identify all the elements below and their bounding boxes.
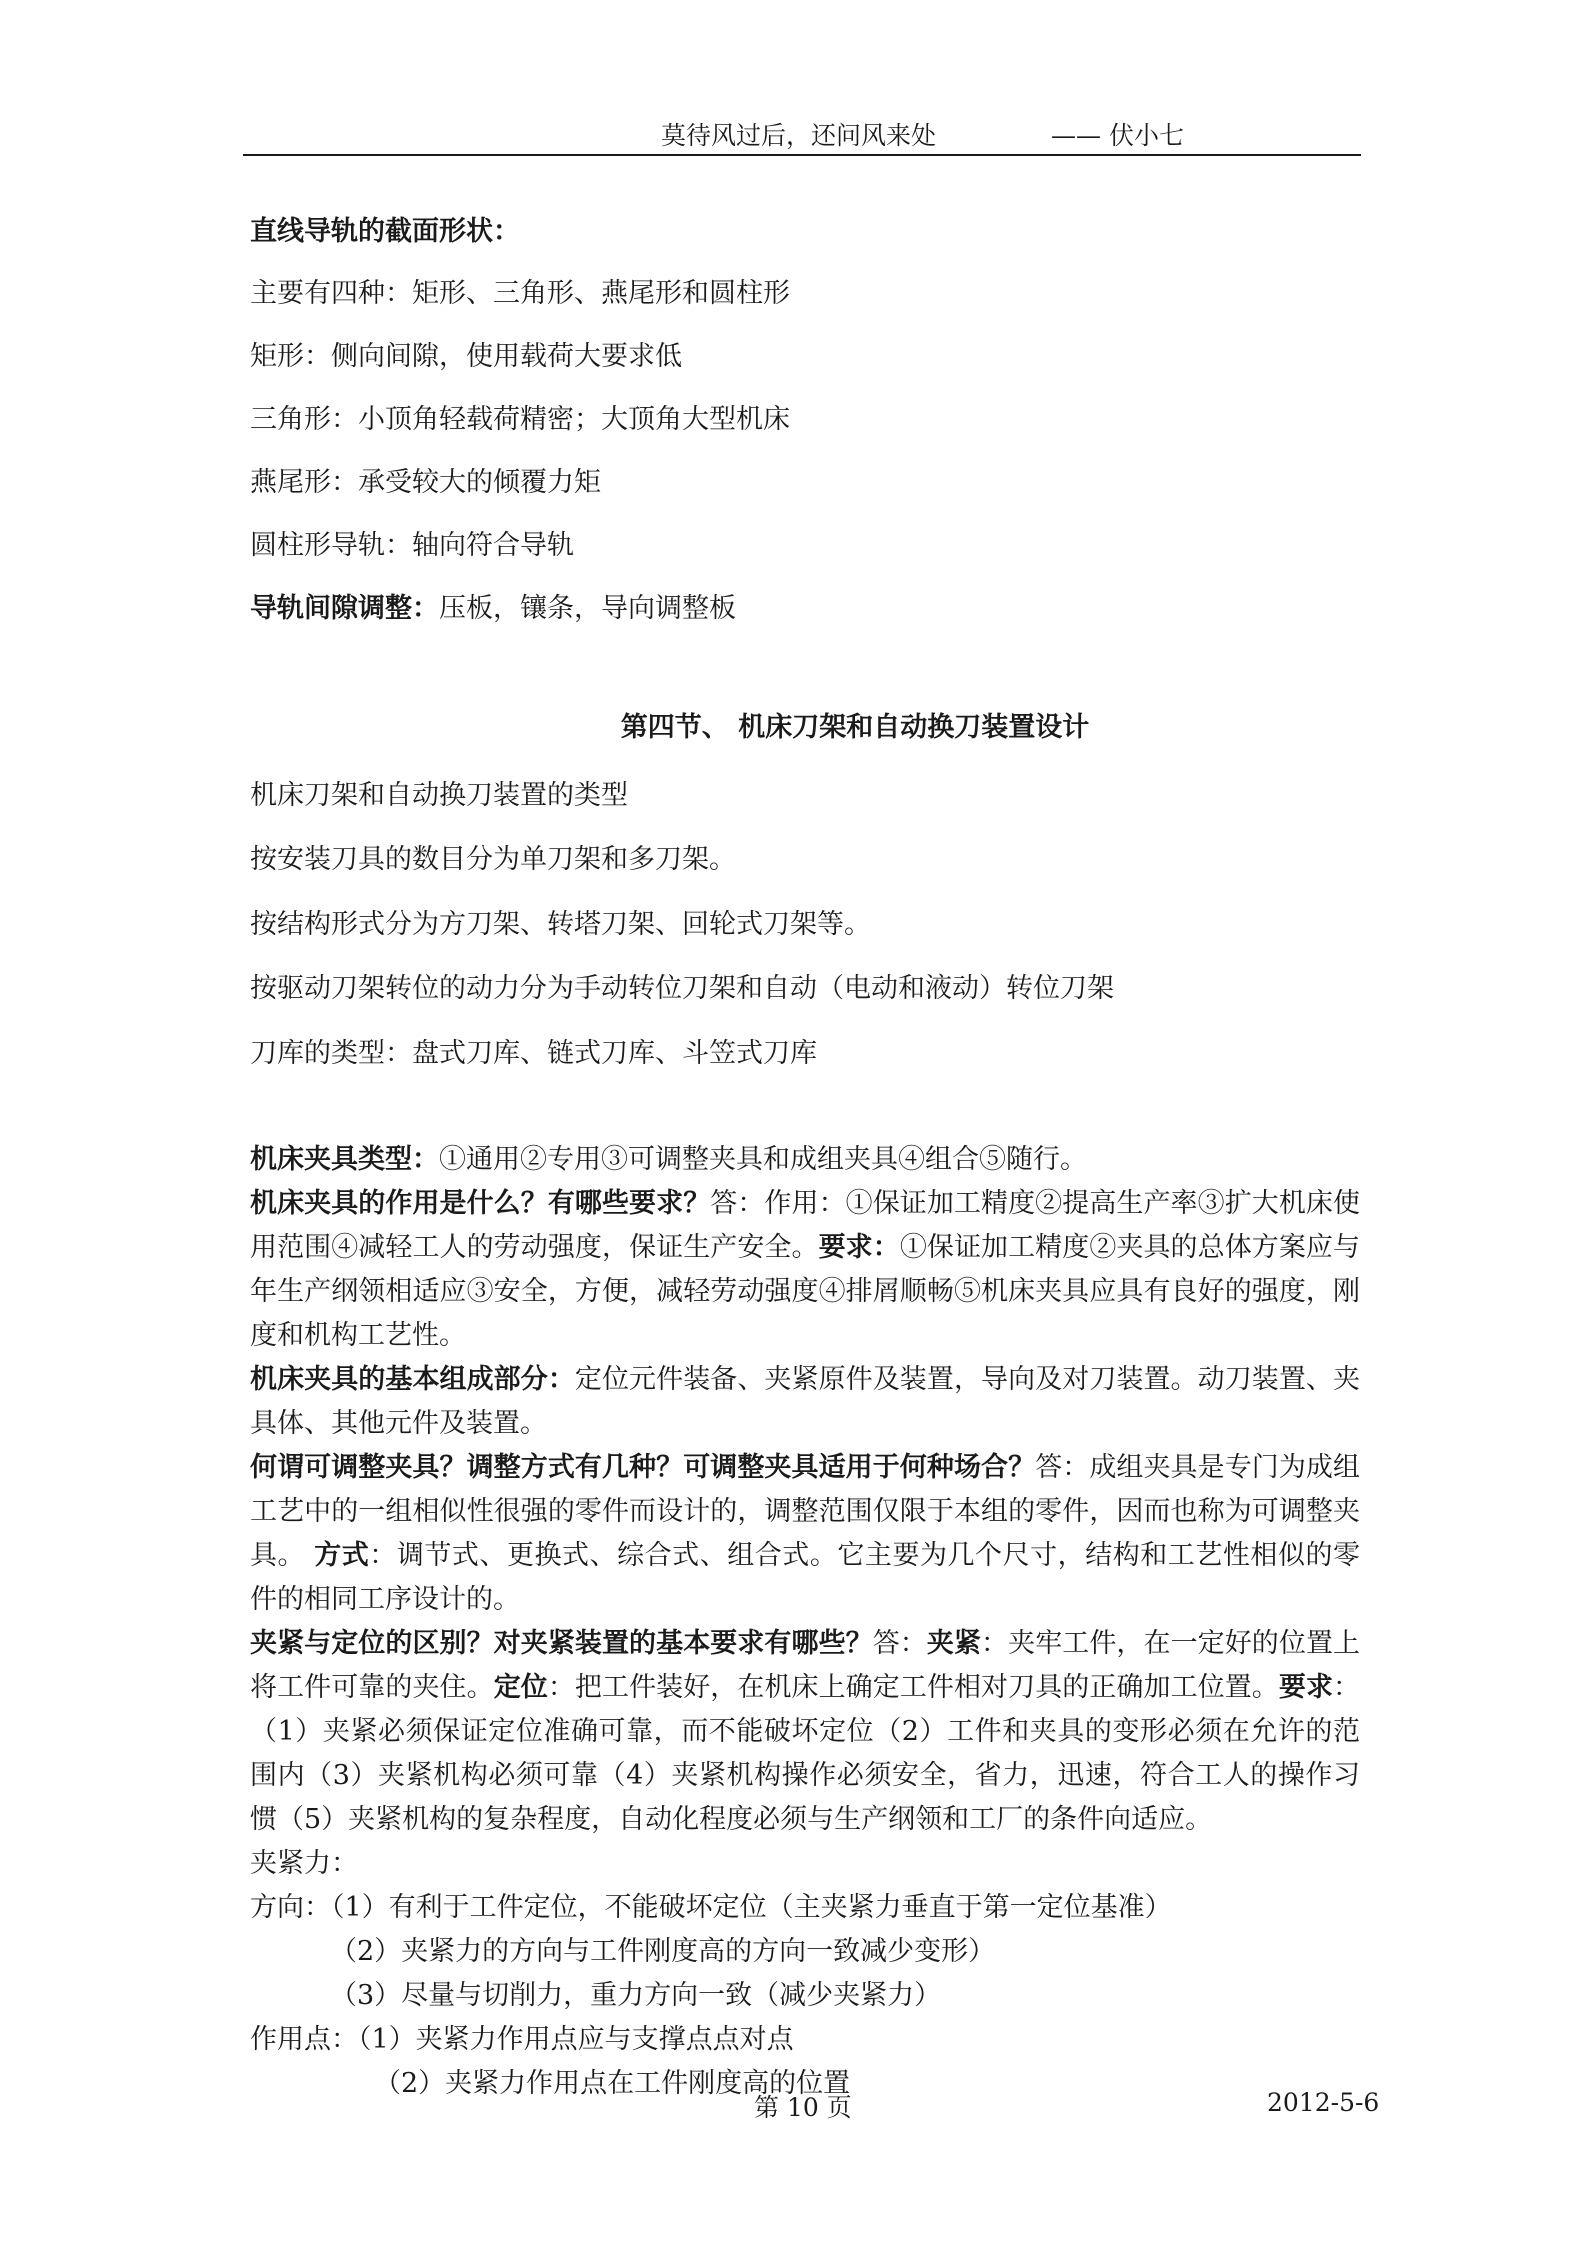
fixture-q4-answer: 答： xyxy=(872,1628,927,1659)
fixture-q2-text: 定位元件装备、夹紧原件及装置，导向及对刀装置。动刀装置、夹具体、其他元件及装置。 xyxy=(250,1364,1361,1439)
clamp-point-1: 作用点：（1）夹紧力作用点应与支撑点点对点 xyxy=(250,2024,794,2055)
fixture-q2-paragraph xyxy=(250,1358,1360,1446)
fixture-q3-paragraph xyxy=(250,1446,1360,1622)
fixture-q2-label: 机床夹具的基本组成部分： xyxy=(250,1364,575,1395)
section-title: 第四节、 机床刀架和自动换刀装置设计 xyxy=(620,712,1090,743)
fixture-q1-paragraph xyxy=(250,1182,1360,1358)
header-motto: 莫待风过后，还问风来处 xyxy=(661,121,937,150)
section-line-4: 刀库的类型：盘式刀库、链式刀库、斗笠式刀库 xyxy=(250,1038,817,1069)
fixture-q4-clamp-label: 夹紧 xyxy=(926,1628,982,1659)
rails-title: 直线导轨的截面形状： xyxy=(250,216,520,247)
fixture-q4-req-text: ：（1）夹紧必须保证定位准确可靠，而不能破坏定位（2）工件和夹具的变形必须在允许的范围内（3）夹紧机构必须可靠（4）夹紧机构操作必须安全，省力，迅速，符合工人的操作习惯（5）夹紧机构的复杂程度，自动化程度必须与生产纲领和工厂的条件向适应。 xyxy=(250,1672,1361,1835)
rails-gap-label: 导轨间隙调整： xyxy=(250,593,439,624)
fixture-q4-label: 夹紧与定位的区别？对夹紧装置的基本要求有哪些？ xyxy=(250,1628,873,1659)
rails-line-2: 矩形：侧向间隙，使用载荷大要求低 xyxy=(250,341,682,372)
fixtures-section xyxy=(250,1138,1360,2106)
fixture-q4-req-label: 要求 xyxy=(1278,1672,1334,1703)
header-author: —— 伏小七 xyxy=(1051,121,1184,150)
page-header xyxy=(243,108,1361,156)
rails-line-1: 主要有四种：矩形、三角形、燕尾形和圆柱形 xyxy=(250,278,790,309)
fixture-types-label: 机床夹具类型： xyxy=(250,1144,439,1175)
section-line-2: 按结构形式分为方刀架、转塔刀架、回轮式刀架等。 xyxy=(250,909,871,940)
rails-gap-line xyxy=(250,589,1360,629)
fixture-q1-text-a: 答：作用：①保证加工精度②提高生产率③扩大机床使用范围④减轻工人的劳动强度，保证生产安全。 xyxy=(250,1188,1361,1263)
clamp-force-title: 夹紧力： xyxy=(250,1848,358,1879)
fixture-q1-label: 机床夹具的作用是什么？有哪些要求？ xyxy=(250,1188,711,1219)
clamp-direction-1: 方向：（1）有利于工件定位，不能破坏定位（主夹紧力垂直于第一定位基准） xyxy=(250,1892,1172,1923)
clamp-direction-2: （2）夹紧力的方向与工件刚度高的方向一致减少变形） xyxy=(330,1936,996,1967)
rails-line-5: 圆柱形导轨：轴向符合导轨 xyxy=(250,530,574,561)
fixture-types-text: ①通用②专用③可调整夹具和成组夹具④组合⑤随行。 xyxy=(439,1144,1087,1175)
rails-line-4: 燕尾形：承受较大的倾覆力矩 xyxy=(250,467,601,498)
section-subtitle: 机床刀架和自动换刀装置的类型 xyxy=(250,780,628,811)
fixture-q3-text-a: 答：成组夹具是专门为成组工艺中的一组相似性很强的零件而设计的，调整范围仅限于本组的零件，因而也称为可调整夹具。 xyxy=(250,1452,1361,1571)
fixture-q4-paragraph xyxy=(250,1622,1360,1842)
fixture-q1-req-label: 要求： xyxy=(818,1232,900,1263)
fixture-q4-locate-text: ：把工件装好，在机床上确定工件相对刀具的正确加工位置。 xyxy=(547,1672,1279,1703)
clamp-direction-3: （3）尽量与切削力，重力方向一致（减少夹紧力） xyxy=(330,1980,942,2011)
fixture-q4-locate-label: 定位 xyxy=(493,1672,548,1703)
fixture-q3-method-label: 方式 xyxy=(314,1540,370,1571)
section-line-3: 按驱动刀架转位的动力分为手动转位刀架和自动（电动和液动）转位刀架 xyxy=(250,973,1114,1004)
fixture-q1-text-b: ①保证加工精度②夹具的总体方案应与年生产纲领相适应③安全，方便，减轻劳动强度④排屑顺畅⑤机床夹具应具有良好的强度，刚度和机构工艺性。 xyxy=(250,1232,1361,1351)
clamp-point-2: （2）夹紧力作用点在工件刚度高的位置 xyxy=(374,2068,851,2099)
page-number: 第 10 页 xyxy=(754,2093,852,2122)
rails-line-3: 三角形：小顶角轻载荷精密；大顶角大型机床 xyxy=(250,404,790,435)
fixture-q4-clamp-text: ：夹牢工件，在一定好的位置上将工件可靠的夹住。 xyxy=(250,1628,1361,1703)
rails-gap-text: 压板，镶条，导向调整板 xyxy=(439,593,736,624)
fixture-q3-text-b: ：调节式、更换式、综合式、组合式。它主要为几个尺寸，结构和工艺性相似的零件的相同工序设计的。 xyxy=(250,1540,1361,1615)
page-date: 2012-5-6 xyxy=(1267,2088,1380,2117)
section-line-1: 按安装刀具的数目分为单刀架和多刀架。 xyxy=(250,844,736,875)
fixture-q3-label: 何谓可调整夹具？调整方式有几种？可调整夹具适用于何种场合？ xyxy=(250,1452,1036,1483)
fixture-types-paragraph xyxy=(250,1138,1360,1182)
